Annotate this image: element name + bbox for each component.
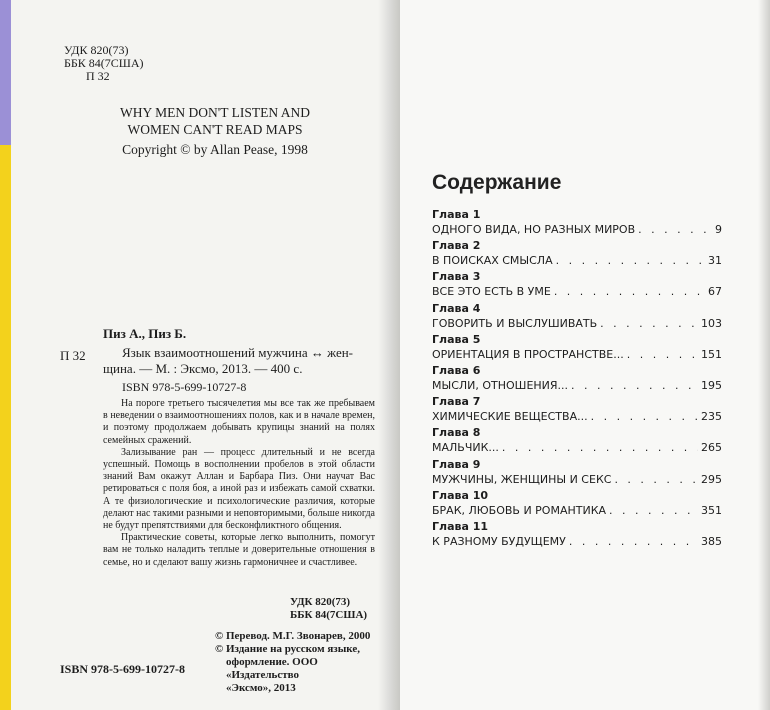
dot-leader xyxy=(502,440,698,455)
toc-entry xyxy=(432,458,722,489)
authors: Пиз А., Пиз Б. xyxy=(103,326,187,341)
dot-leader xyxy=(609,503,698,518)
chapter-row xyxy=(432,347,722,362)
chapter-title: МАЛЬЧИК... xyxy=(432,441,499,455)
chapter-label: Глава 6 xyxy=(432,363,481,377)
isbn: ISBN 978-5-699-10727-8 xyxy=(122,380,247,394)
table-of-contents xyxy=(432,208,722,551)
chapter-page: 351 xyxy=(701,503,722,517)
annotation xyxy=(103,398,375,569)
chapter-page: 235 xyxy=(701,410,722,424)
toc-title: Содержание xyxy=(432,171,562,194)
udk: УДК 820(73) xyxy=(64,43,129,57)
chapter-label: Глава 5 xyxy=(432,332,481,346)
chapter-title: ОДНОГО ВИДА, НО РАЗНЫХ МИРОВ xyxy=(432,223,636,236)
chapter-row xyxy=(432,378,722,393)
bibliographic-line: щина. — М. : Эксмо, 2013. — 400 с. xyxy=(103,361,303,376)
chapter-page: 103 xyxy=(701,316,722,330)
toc-entry xyxy=(432,364,722,395)
classification-bottom xyxy=(290,596,367,622)
original-title-block xyxy=(90,104,340,158)
edition-copyright: оформление. ООО «Издательство xyxy=(226,656,318,681)
chapter-row xyxy=(432,284,722,299)
toc-entry xyxy=(432,270,722,301)
call-number: П 32 xyxy=(60,348,86,363)
cover-edge-purple xyxy=(0,0,11,145)
chapter-page: 385 xyxy=(701,534,722,548)
toc-entry xyxy=(432,302,722,333)
dot-leader xyxy=(571,378,698,393)
original-title-line: WHY MEN DON'T LISTEN AND xyxy=(120,105,310,120)
chapter-label: Глава 11 xyxy=(432,519,489,533)
toc-entry xyxy=(432,520,722,551)
page-edge xyxy=(758,0,770,710)
translation-copyright: © Перевод. М.Г. Звонарев, 2000 xyxy=(215,630,371,642)
chapter-label: Глава 2 xyxy=(432,239,481,253)
annotation-paragraph: Зализывание ран — процесс длительный и не всегда успешный. Помощь в восполнении пробелов в этой области знаний Вам окажут Аллан и Барбара Пиз. Они научат Вас ретироваться с поля боя, а иной раз и избежать самой схватки. А те физиологические и психологические различия, которые делают нас такими разными и неповторимыми, больше никогда не будут препятствиями для бесконфликтного общения. xyxy=(103,446,375,532)
toc-entry xyxy=(432,426,722,457)
chapter-row xyxy=(432,222,722,237)
chapter-row xyxy=(432,503,722,518)
toc-entry xyxy=(432,333,722,364)
chapter-page: 295 xyxy=(701,472,722,486)
chapter-label: Глава 10 xyxy=(432,488,489,502)
chapter-row xyxy=(432,253,722,268)
toc-entry xyxy=(432,239,722,270)
chapter-row xyxy=(432,440,722,455)
dot-leader xyxy=(600,316,698,331)
chapter-row xyxy=(432,316,722,331)
dot-leader xyxy=(554,284,705,299)
copyright-original: Copyright © by Allan Pease, 1998 xyxy=(122,142,308,157)
chapter-page: 9 xyxy=(715,223,722,236)
chapter-title: К РАЗНОМУ БУДУЩЕМУ xyxy=(432,534,566,548)
chapter-page: 265 xyxy=(701,441,722,455)
annotation-paragraph: Практические советы, которые легко выполнить, помогут вам не только наладить теплые и доверительные отношения в семье, но и сделают вашу жизнь гармоничнее и счастливее. xyxy=(103,532,375,568)
chapter-page: 31 xyxy=(708,254,722,268)
book-spine xyxy=(378,0,400,710)
copyright-block xyxy=(215,630,385,695)
chapter-title: ВСЕ ЭТО ЕСТЬ В УМЕ xyxy=(432,285,551,299)
isbn-bottom: ISBN 978-5-699-10727-8 xyxy=(60,662,185,676)
udk: УДК 820(73) xyxy=(290,596,351,608)
chapter-page: 151 xyxy=(701,347,722,361)
dot-leader xyxy=(614,472,698,487)
dot-leader xyxy=(556,253,705,268)
dot-leader xyxy=(627,347,698,362)
toc-entry xyxy=(432,208,722,239)
bibliographic-line: Язык взаимоотношений мужчина ↔ жен- xyxy=(122,345,354,360)
cover-edge-yellow xyxy=(0,145,11,710)
edition-copyright: «Эксмо», 2013 xyxy=(226,682,296,694)
bbk: ББК 84(7США) xyxy=(290,609,368,621)
dot-leader xyxy=(591,409,698,424)
chapter-title: ОРИЕНТАЦИЯ В ПРОСТРАНСТВЕ... xyxy=(432,347,624,361)
chapter-title: ГОВОРИТЬ И ВЫСЛУШИВАТЬ xyxy=(432,316,598,330)
toc-entry xyxy=(432,395,722,426)
chapter-label: Глава 9 xyxy=(432,457,481,471)
chapter-label: Глава 3 xyxy=(432,270,481,284)
toc-entry xyxy=(432,489,722,520)
chapter-page: 67 xyxy=(708,285,722,299)
bbk: ББК 84(7США) xyxy=(64,56,144,70)
chapter-label: Глава 8 xyxy=(432,426,481,440)
chapter-row xyxy=(432,409,722,424)
dot-leader xyxy=(569,534,698,549)
chapter-row xyxy=(432,534,722,549)
classification-block xyxy=(64,44,144,83)
code: П 32 xyxy=(86,69,110,83)
chapter-title: В ПОИСКАХ СМЫСЛА xyxy=(432,254,553,268)
edition-copyright: © Издание на русском языке, xyxy=(215,643,360,655)
chapter-label: Глава 7 xyxy=(432,395,481,409)
chapter-title: МУЖЧИНЫ, ЖЕНЩИНЫ И СЕКС xyxy=(432,472,612,486)
chapter-page: 195 xyxy=(701,378,722,392)
chapter-label: Глава 4 xyxy=(432,301,481,315)
chapter-title: ХИМИЧЕСКИЕ ВЕЩЕСТВА... xyxy=(432,410,588,424)
chapter-title: БРАК, ЛЮБОВЬ И РОМАНТИКА xyxy=(432,503,607,517)
dot-leader xyxy=(638,222,712,237)
original-title-line: WOMEN CAN'T READ MAPS xyxy=(127,122,303,137)
chapter-label: Глава 1 xyxy=(432,208,481,221)
chapter-row xyxy=(432,472,722,487)
chapter-title: МЫСЛИ, ОТНОШЕНИЯ... xyxy=(432,378,569,392)
annotation-paragraph: На пороге третьего тысячелетия мы все так же пребываем в неведении о взаимоотношениях полов, как и в начале времен, и поэтому продолжаем добывать крупицы знаний на полях семейных сражений. xyxy=(103,398,375,446)
